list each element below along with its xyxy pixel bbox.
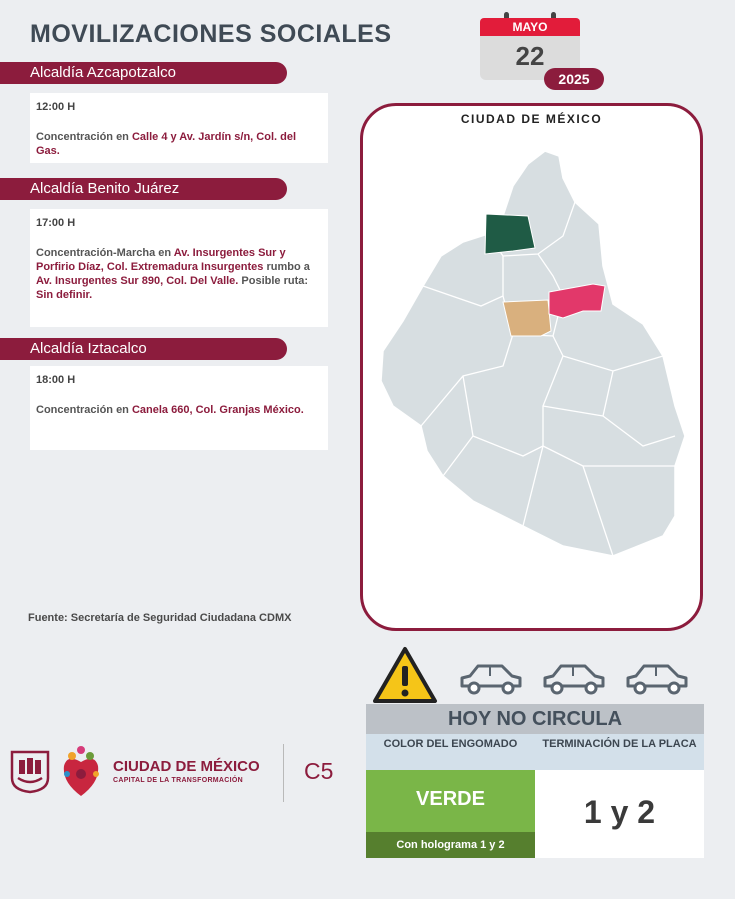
calendar-day: 22 bbox=[480, 36, 580, 80]
plain-text: rumbo a bbox=[263, 261, 310, 273]
warning-icon bbox=[372, 646, 438, 704]
cdmx-shield-icon bbox=[10, 750, 50, 794]
placa-terminacion-value: 1 y 2 bbox=[535, 770, 704, 858]
cdmx-map-svg bbox=[363, 106, 700, 628]
color-engomado-header: COLOR DEL ENGOMADO bbox=[383, 738, 518, 750]
event-card-azcapotzalco bbox=[30, 93, 328, 163]
heart-logo-icon bbox=[58, 744, 104, 800]
map-region-azcapotzalco bbox=[485, 214, 535, 254]
event-card-iztacalco bbox=[30, 366, 328, 450]
event-time: 12:00 H bbox=[36, 101, 76, 113]
highlighted-text: Calle 4 y Av. Jardín s/n, Col. del Gas. bbox=[36, 131, 297, 157]
alcaldia-header-benito-juarez: Alcaldía Benito Juárez bbox=[0, 178, 287, 200]
event-description bbox=[36, 246, 322, 302]
hoy-no-circula-title: HOY NO CIRCULA bbox=[366, 704, 704, 734]
c5-logo: C5 bbox=[304, 758, 334, 784]
car-icon bbox=[458, 660, 524, 696]
highlighted-text: Sin definir. bbox=[36, 289, 93, 301]
highlighted-text: Av. Insurgentes Sur 890, Col. Del Valle. bbox=[36, 275, 239, 287]
map-title: CIUDAD DE MÉXICO bbox=[460, 112, 603, 126]
map-region-benito-juarez bbox=[503, 300, 551, 336]
event-description bbox=[36, 403, 322, 417]
hoy-no-circula-table bbox=[366, 704, 704, 858]
page-title: MOVILIZACIONES SOCIALES bbox=[30, 20, 392, 48]
plain-text: Concentración-Marcha en bbox=[36, 247, 174, 259]
logo-divider bbox=[283, 744, 284, 802]
event-time: 18:00 H bbox=[36, 374, 76, 386]
cdmx-territory bbox=[381, 151, 685, 556]
calendar-year: 2025 bbox=[544, 68, 604, 90]
event-time: 17:00 H bbox=[36, 217, 76, 229]
footer-logos bbox=[10, 742, 350, 802]
holograma-note: Con holograma 1 y 2 bbox=[366, 832, 535, 858]
terminacion-placa-header: TERMINACIÓN DE LA PLACA bbox=[542, 738, 697, 750]
alcaldia-header-azcapotzalco: Alcaldía Azcapotzalco bbox=[0, 62, 287, 84]
source-note: Fuente: Secretaría de Seguridad Ciudadana CDMX bbox=[28, 612, 292, 624]
alcaldia-header-iztacalco: Alcaldía Iztacalco bbox=[0, 338, 287, 360]
cdmx-logo-subtitle: CAPITAL DE LA TRANSFORMACIÓN bbox=[113, 777, 243, 784]
plain-text: Concentración en bbox=[36, 131, 132, 143]
event-card-benito-juarez bbox=[30, 209, 328, 327]
cdmx-map bbox=[360, 103, 703, 631]
event-description bbox=[36, 130, 322, 158]
cdmx-logo-name: CIUDAD DE MÉXICO bbox=[113, 758, 260, 775]
highlighted-text: Av. Insurgentes Sur y Porfirio Díaz, Col. Extremadura Insurgentes bbox=[36, 247, 286, 273]
engomado-color-cell bbox=[366, 770, 535, 858]
plain-text: Concentración en bbox=[36, 404, 132, 416]
engomado-color-label: VERDE bbox=[416, 788, 485, 810]
car-icon bbox=[541, 660, 607, 696]
calendar-month: MAYO bbox=[480, 18, 580, 36]
highlighted-text: Canela 660, Col. Granjas México. bbox=[131, 404, 304, 416]
car-icon bbox=[624, 660, 690, 696]
plain-text: Posible ruta: bbox=[238, 275, 309, 287]
